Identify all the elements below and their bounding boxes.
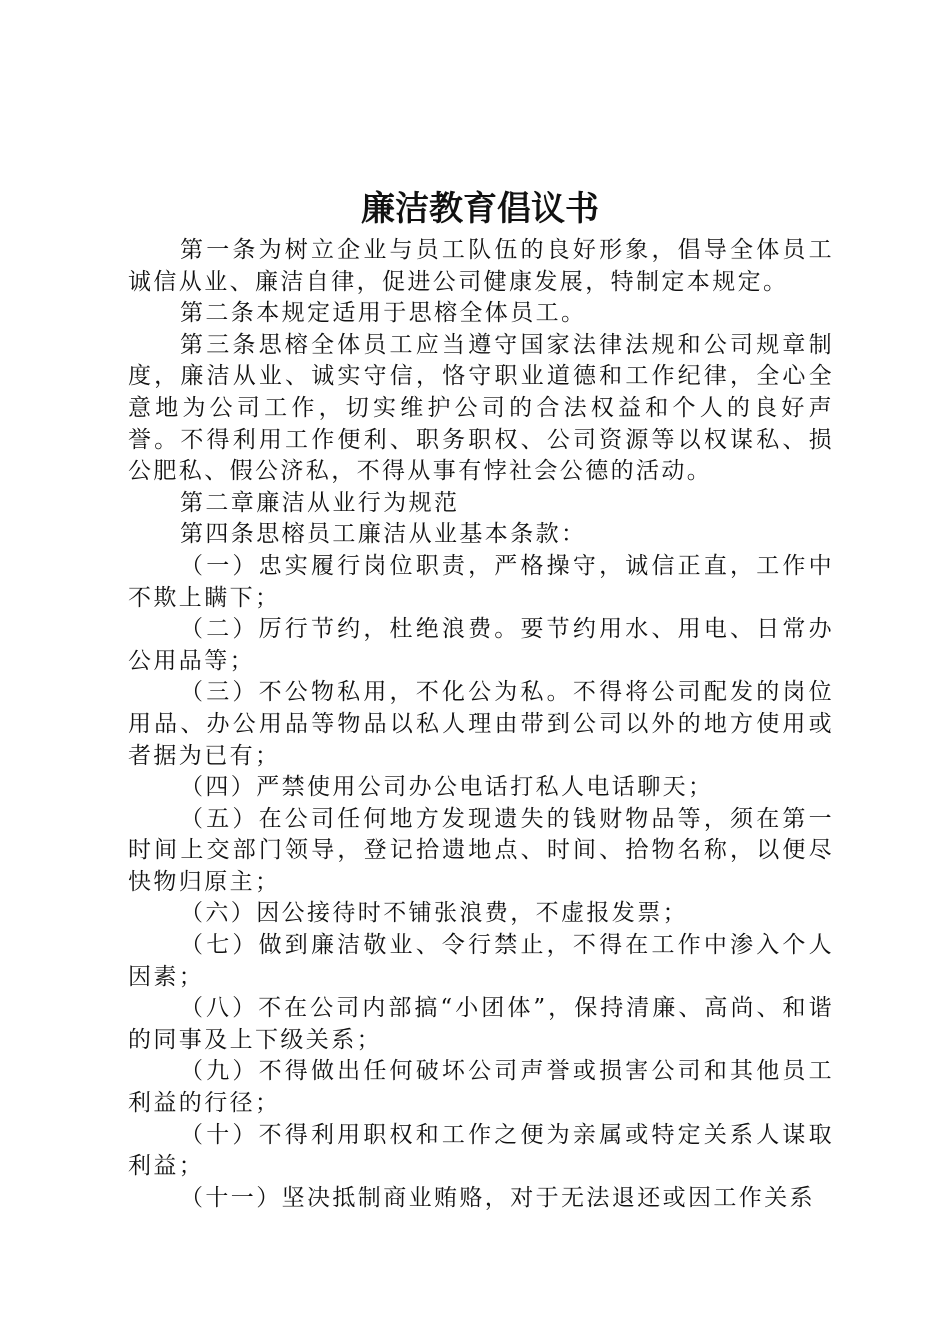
paragraph-article-2: 第二条本规定适用于思榕全体员工。 [180,300,587,327]
list-item-5: （五）在公司任何地方发现遗失的钱财物品等，须在第一时间上交部门领导，登记拾遗地点、时间、拾物名称，以便尽快物归原主； [128,805,834,895]
list-item-11: （十一）坚决抵制商业贿赂，对于无法退还或因工作关系 [180,1184,815,1211]
list-item-4: （四）严禁使用公司办公电话打私人电话聊天； [180,774,714,801]
paragraph-article-1: 第一条为树立企业与员工队伍的良好形象，倡导全体员工诚信从业、廉洁自律，促进公司健康发展，特制定本规定。 [128,237,834,295]
document-body [128,235,834,1214]
list-item-9: （九）不得做出任何破坏公司声誉或损害公司和其他员工利益的行径； [128,1058,834,1117]
list-item-1: （一）忠实履行岗位职责，严格操守，诚信正直，工作中不欺上瞒下； [128,552,834,611]
list-item-6: （六）因公接待时不铺张浪费，不虚报发票； [180,900,688,927]
list-item-2: （二）厉行节约，杜绝浪费。要节约用水、用电、日常办公用品等； [128,616,834,674]
list-item-3: （三）不公物私用，不化公为私。不得将公司配发的岗位用品、办公用品等物品以私人理由带到公司以外的地方使用或者据为已有； [128,679,834,769]
paragraph-article-3: 第三条思榕全体员工应当遵守国家法律法规和公司规章制度，廉洁从业、诚实守信，恪守职业道德和工作纪律，全心全意地为公司工作，切实维护公司的合法权益和个人的良好声誉。不得利用工作便利、职务职权、公司资源等以权谋私、损公肥私、假公济私，不得从事有悖社会公德的活动。 [128,331,834,485]
list-item-10: （十）不得利用职权和工作之便为亲属或特定关系人谋取利益； [128,1121,834,1180]
document-title: 廉洁教育倡议书 [361,189,599,229]
list-item-7: （七）做到廉洁敬业、令行禁止，不得在工作中渗入个人因素； [128,932,834,990]
chapter-heading: 第二章廉洁从业行为规范 [180,489,460,516]
paragraph-article-4: 第四条思榕员工廉洁从业基本条款： [180,521,587,548]
list-item-8: （八）不在公司内部搞“小团体”，保持清廉、高尚、和谐的同事及上下级关系； [128,995,834,1053]
